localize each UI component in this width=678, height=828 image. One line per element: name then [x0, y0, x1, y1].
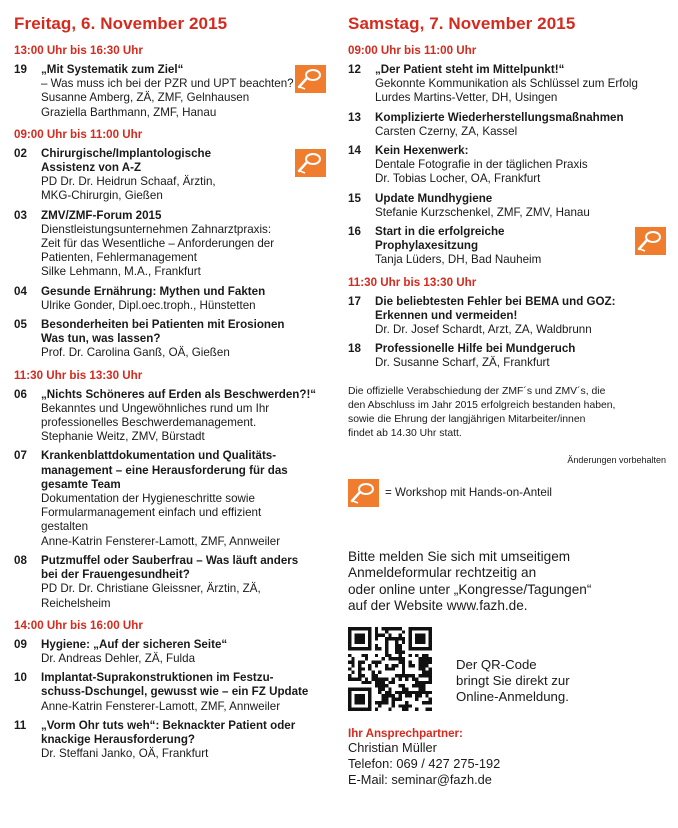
session-number: 03	[14, 208, 27, 222]
session-body	[41, 719, 326, 762]
contact-name: Christian Müller	[348, 739, 437, 755]
session-number: 06	[14, 387, 27, 401]
time-slot-heading: 09:00 Uhr bis 11:00 Uhr	[14, 127, 143, 141]
session-body	[375, 295, 666, 338]
session-body	[375, 192, 666, 220]
session-speaker: Anne-Katrin Fensterer-Lamott, ZMF, Annweiler	[41, 534, 281, 548]
session-number: 02	[14, 146, 27, 160]
contact-email[interactable]: E-Mail: seminar@fazh.de	[348, 771, 492, 787]
changes-reserved-note: Änderungen vorbehalten	[567, 454, 666, 465]
qr-section	[348, 627, 666, 711]
session-body	[41, 209, 326, 280]
day-title: Samstag, 7. November 2015	[348, 14, 576, 33]
session-title: Hygiene: „Auf der sicheren Seite“	[41, 637, 228, 651]
session-subtitle: Dienstleistungsunternehmen Zahnarztpraxis: Zeit für das Wesentliche – Anforderungen der Patienten, Fehlermanagement	[41, 222, 275, 265]
session-title: ZMV/ZMF-Forum 2015	[41, 208, 162, 222]
session-body	[375, 144, 666, 187]
time-slot-heading: 14:00 Uhr bis 16:00 Uhr	[14, 618, 143, 632]
session-title: „Vorm Ohr tuts weh“: Beknackter Patient oder knackige Herausforderung?	[41, 718, 296, 746]
session-title: Gesunde Ernährung: Mythen und Fakten	[41, 284, 266, 298]
session-number: 15	[348, 191, 361, 205]
session-title: Update Mundhygiene	[375, 191, 493, 205]
session-item	[14, 318, 326, 361]
session-subtitle: Dokumentation der Hygieneschritte sowie Formularmanagement einfach und effizient gestalten	[41, 492, 262, 534]
session-speaker: Prof. Dr. Carolina Ganß, OÄ, Gießen	[41, 346, 230, 360]
session-title: Chirurgische/Implantologische Assistenz von A-Z	[41, 146, 212, 175]
contact-heading: Ihr Ansprechpartner:	[348, 726, 463, 740]
session-speaker: Dr. Andreas Dehler, ZÄ, Fulda	[41, 651, 196, 665]
session-item	[348, 111, 666, 139]
session-speaker: Silke Lehmann, M.A., Frankfurt	[41, 265, 201, 279]
session-number: 10	[14, 671, 27, 685]
session-speaker: Dr. Steffani Janko, OÄ, Frankfurt	[41, 747, 209, 761]
session-number: 07	[14, 449, 27, 463]
session-speaker: Tanja Lüders, DH, Bad Nauheim	[375, 253, 542, 267]
session-speaker: Dr. Tobias Locher, OA, Frankfurt	[375, 172, 541, 186]
session-item	[348, 295, 666, 338]
session-title: „Nichts Schöneres auf Erden als Beschwerden?!“	[41, 387, 317, 401]
friday-column	[14, 0, 326, 766]
session-subtitle: Bekanntes und Ungewöhnliches rund um Ihr professionelles Beschwerdemanagement.	[41, 401, 270, 430]
contact-phone: Telefon: 069 / 427 275-192	[348, 755, 501, 771]
session-number: 04	[14, 284, 27, 298]
session-subtitle: Gekonnte Kommunikation als Schlüssel zum Erfolg	[375, 77, 638, 91]
workshop-icon	[295, 149, 326, 177]
session-speaker: Susanne Amberg, ZÄ, ZMF, Gelnhausen Graziella Barthmann, ZMF, Hanau	[41, 91, 250, 119]
session-body	[41, 388, 326, 445]
time-slot-heading: 11:30 Uhr bis 13:30 Uhr	[14, 368, 143, 382]
session-title: Komplizierte Wiederherstellungsmaßnahmen	[375, 110, 624, 124]
workshop-icon	[295, 65, 326, 93]
workshop-icon	[635, 227, 666, 255]
session-body	[41, 318, 326, 361]
session-title: Kein Hexenwerk:	[375, 144, 469, 158]
session-item	[14, 449, 326, 548]
session-body	[41, 285, 326, 313]
qr-code-icon[interactable]	[348, 627, 432, 711]
session-item	[14, 63, 326, 120]
session-speaker: Carsten Czerny, ZA, Kassel	[375, 124, 518, 138]
session-speaker: Stefanie Kurzschenkel, ZMF, ZMV, Hanau	[375, 205, 590, 219]
session-body	[375, 63, 666, 106]
session-item	[348, 192, 666, 220]
time-slot-heading: 11:30 Uhr bis 13:30 Uhr	[348, 275, 477, 289]
day-title: Freitag, 6. November 2015	[14, 14, 228, 33]
session-number: 08	[14, 553, 27, 567]
session-body	[41, 63, 326, 120]
session-number: 19	[14, 63, 27, 76]
session-item	[14, 638, 326, 666]
session-number: 17	[348, 294, 361, 308]
session-speaker: Dr. Susanne Scharf, ZÄ, Frankfurt	[375, 356, 550, 370]
session-title: „Mit Systematik zum Ziel“	[41, 63, 184, 76]
session-body	[41, 638, 326, 666]
session-body	[41, 449, 326, 548]
session-body	[41, 671, 326, 714]
session-speaker: Lurdes Martins-Vetter, DH, Usingen	[375, 91, 558, 105]
session-title: Start in die erfolgreiche Prophylaxesitzung	[375, 225, 505, 253]
session-number: 16	[348, 225, 361, 239]
session-speaker: Stephanie Weitz, ZMV, Bürstadt	[41, 430, 205, 444]
session-title: Krankenblattdokumentation und Qualitäts- management – eine Herausforderung für das gesamte Team	[41, 449, 288, 491]
session-body	[41, 554, 326, 611]
session-body	[375, 342, 666, 370]
ceremony-note: Die offizielle Verabschiedung der ZMF´s und ZMV´s, die den Abschluss im Jahr 2015 erfolgreich bestanden haben, sowie die Ehrung der langjährigen Mitarbeiter/innen findet ab 14.30 Uhr statt.	[348, 385, 616, 439]
session-item	[348, 63, 666, 106]
session-title: Besonderheiten bei Patienten mit Erosionen Was tun, was lassen?	[41, 318, 285, 346]
session-item	[14, 147, 326, 204]
session-speaker: Ulrike Gonder, Dipl.oec.troph., Hünstetten	[41, 298, 256, 312]
session-title: Professionelle Hilfe bei Mundgeruch	[375, 342, 576, 356]
session-number: 11	[14, 718, 27, 732]
session-title: Die beliebtesten Fehler bei BEMA und GOZ: Erkennen und vermeiden!	[375, 294, 616, 322]
session-item	[14, 388, 326, 445]
time-slot-heading: 13:00 Uhr bis 16:30 Uhr	[14, 44, 143, 57]
session-number: 14	[348, 144, 361, 158]
qr-code-caption: Der QR-Code bringt Sie direkt zur Online-Anmeldung.	[456, 656, 570, 704]
session-item	[14, 719, 326, 762]
registration-call-to-action: Bitte melden Sie sich mit umseitigem Anmeldeformular rechtzeitig an oder online unter „Kongresse/Tagungen“ auf der Website www.fazh.de.	[348, 548, 592, 614]
session-speaker: PD Dr. Dr. Christiane Gleissner, Ärztin, ZÄ, Reichelsheim	[41, 582, 261, 610]
session-number: 12	[348, 63, 361, 76]
saturday-column	[348, 0, 666, 788]
session-speaker: PD Dr. Dr. Heidrun Schaaf, Ärztin, MKG-Chirurgin, Gießen	[41, 175, 216, 203]
workshop-icon	[348, 479, 379, 507]
session-title: „Der Patient steht im Mittelpunkt!“	[375, 63, 565, 76]
session-item	[348, 225, 666, 268]
session-title: Implantat-Suprakonstruktionen im Festzu- schuss-Dschungel, gewusst wie – ein FZ Update	[41, 671, 309, 699]
session-number: 13	[348, 110, 361, 124]
session-item	[348, 144, 666, 187]
session-body	[41, 147, 326, 204]
legend-text: = Workshop mit Hands-on-Anteil	[385, 486, 552, 500]
workshop-legend	[348, 479, 666, 507]
session-body	[375, 225, 666, 268]
session-title: Putzmuffel oder Sauberfrau – Was läuft anders bei der Frauengesundheit?	[41, 553, 299, 582]
session-speaker: Anne-Katrin Fensterer-Lamott, ZMF, Annweiler	[41, 699, 281, 713]
session-body	[375, 111, 666, 139]
session-speaker: Dr. Dr. Josef Schardt, Arzt, ZA, Waldbrunn	[375, 323, 592, 337]
session-subtitle: – Was muss ich bei der PZR und UPT beachten?	[41, 77, 294, 91]
session-item	[14, 671, 326, 714]
session-subtitle: Dentale Fotografie in der täglichen Praxis	[375, 158, 588, 172]
time-slot-heading: 09:00 Uhr bis 11:00 Uhr	[348, 44, 477, 57]
session-number: 05	[14, 318, 27, 332]
session-item	[348, 342, 666, 370]
session-item	[14, 554, 326, 611]
session-number: 18	[348, 342, 361, 356]
session-number: 09	[14, 637, 27, 651]
session-item	[14, 209, 326, 280]
session-item	[14, 285, 326, 313]
